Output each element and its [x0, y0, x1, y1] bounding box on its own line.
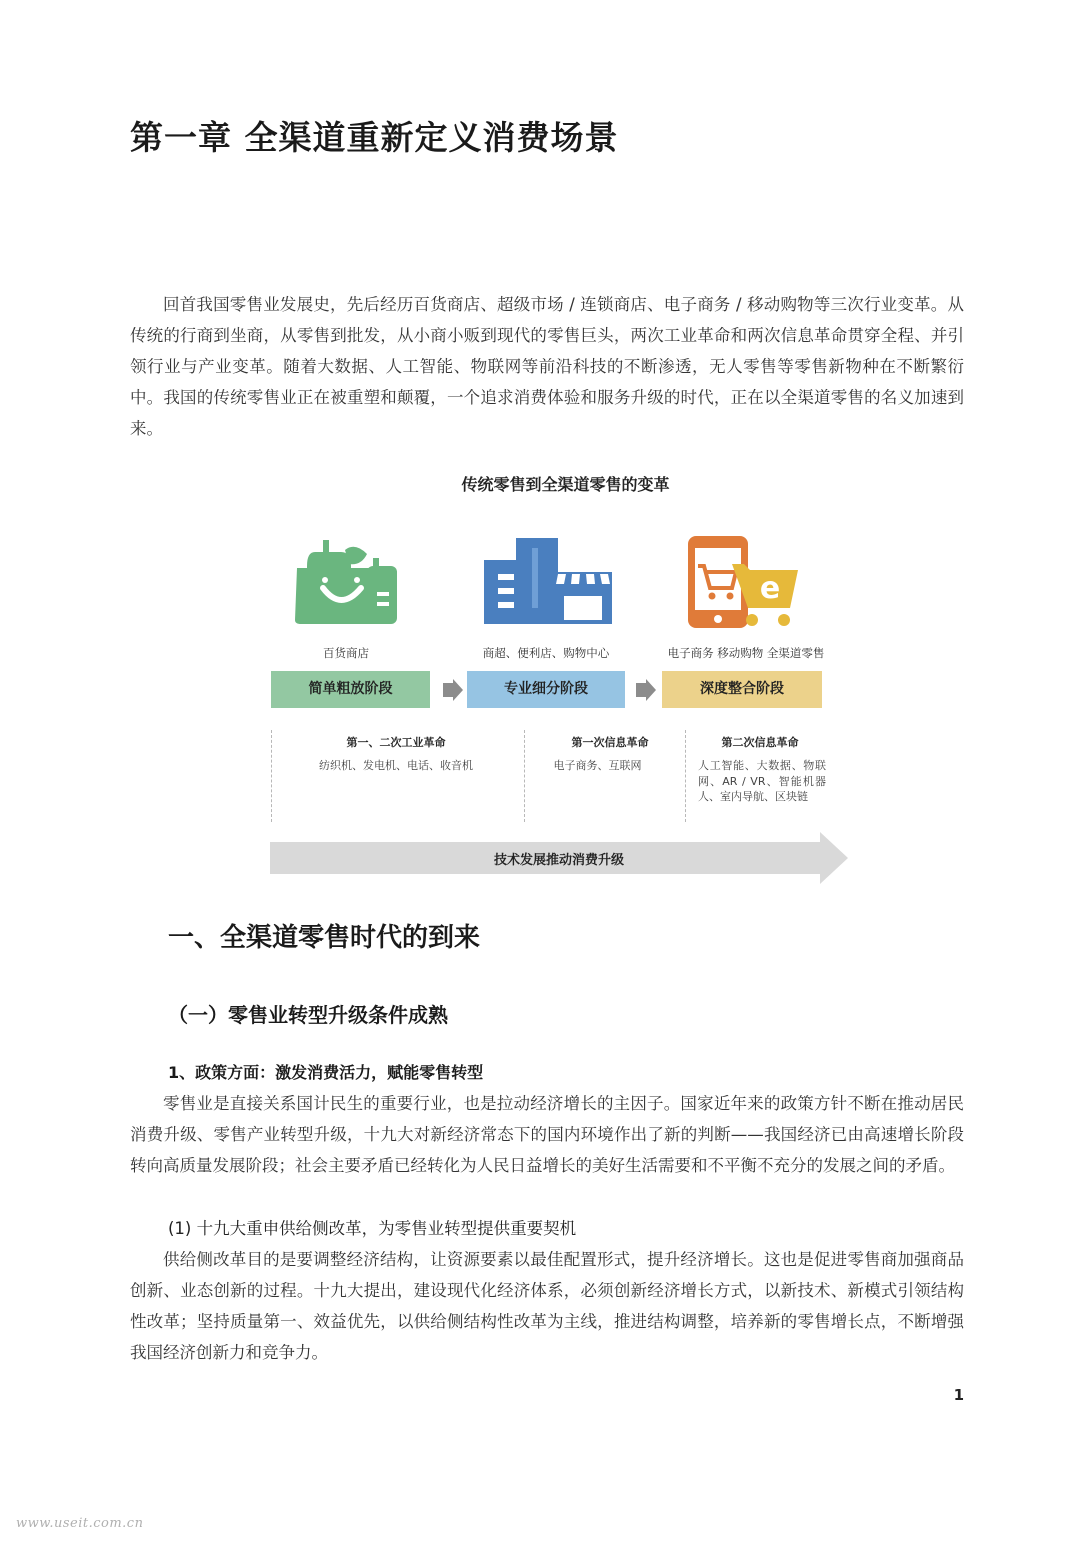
section-heading: 一、全渠道零售时代的到来 — [168, 923, 481, 953]
sub-point-heading: (1) 十九大重申供给侧改革，为零售业转型提供重要契机 — [168, 1219, 577, 1238]
chapter-title: 第一章 全渠道重新定义消费场景 — [130, 118, 619, 157]
stage-caption-supermarket: 商超、便利店、购物中心 — [482, 646, 610, 660]
stage-box-2: 专业细分阶段 — [467, 671, 625, 708]
intro-paragraph: 回首我国零售业发展史，先后经历百货商店、超级市场 / 连锁商店、电子商务 / 移动购物等三次行业变革。从传统的行商到坐商，从零售到批发，从小商小贩到现代的零售巨头，两次工业革命和两次信息革命贯穿全程、并引领行业与产业变革。随着大数据、人工智能、物联网等前沿科技的不断渗透，无人零售等零售新物种在不断繁衍中。我国的传统零售业正在被重塑和颠覆，一个追求消费体验和服务升级的时代，正在以全渠道零售的名义加速到来。 — [130, 295, 964, 438]
watermark: www.useit.com.cn — [16, 1516, 144, 1531]
supply-side-paragraph: 供给侧改革目的是要调整经济结构，让资源要素以最佳配置形式，提升经济增长。这也是促进零售商加强商品创新、业态创新的过程。十九大提出，建设现代化经济体系，必须创新经济增长方式，以新技术、新模式引领结构性改革；坚持质量第一、效益优先，以供给侧结构性改革为主线，推进结构调整，培养新的零售增长点，不断增强我国经济创新力和竞争力。 — [130, 1250, 964, 1362]
point-heading: 1、政策方面：激发消费活力，赋能零售转型 — [168, 1063, 484, 1082]
subsection-heading: （一）零售业转型升级条件成熟 — [168, 1003, 448, 1027]
divider-line — [524, 730, 525, 822]
figure-title: 传统零售到全渠道零售的变革 — [461, 475, 670, 494]
stage-box-3: 深度整合阶段 — [662, 671, 822, 708]
revolution-title-info-1: 第一次信息革命 — [571, 736, 649, 749]
supermarket-icon — [480, 538, 614, 626]
revolution-desc-info-2: 人工智能、大数据、物联网、AR / VR、智能机器人、室内导航、区块链 — [698, 759, 826, 803]
stage-caption-department: 百货商店 — [323, 646, 369, 660]
stage-box-1: 简单粗放阶段 — [271, 671, 430, 708]
department-store-icon — [293, 540, 403, 628]
revolution-desc-industrial: 纺织机、发电机、电话、收音机 — [319, 759, 473, 772]
stage-caption-ecommerce: 电子商务 移动购物 全渠道零售 — [667, 646, 825, 660]
stage-arrow-2 — [634, 679, 656, 701]
ecommerce-icon — [686, 536, 800, 630]
revolution-title-info-2: 第二次信息革命 — [721, 736, 799, 749]
revolution-title-industrial: 第一、二次工业革命 — [346, 736, 446, 749]
policy-paragraph: 零售业是直接关系国计民生的重要行业，也是拉动经济增长的主因子。国家近年来的政策方针不断在推动居民消费升级、零售产业转型升级，十九大对新经济常态下的国内环境作出了新的判断——我国经济已由高速增长阶段转向高质量发展阶段；社会主要矛盾已经转化为人民日益增长的美好生活需要和不平衡不充分的发展之间的矛盾。 — [130, 1094, 964, 1175]
tech-progress-label: 技术发展推动消费升级 — [493, 853, 624, 868]
svg-text:e: e — [759, 571, 781, 606]
stage-arrow-1 — [441, 679, 463, 701]
page-number: 1 — [953, 1386, 964, 1404]
revolution-desc-info-1: 电子商务、互联网 — [553, 759, 642, 772]
